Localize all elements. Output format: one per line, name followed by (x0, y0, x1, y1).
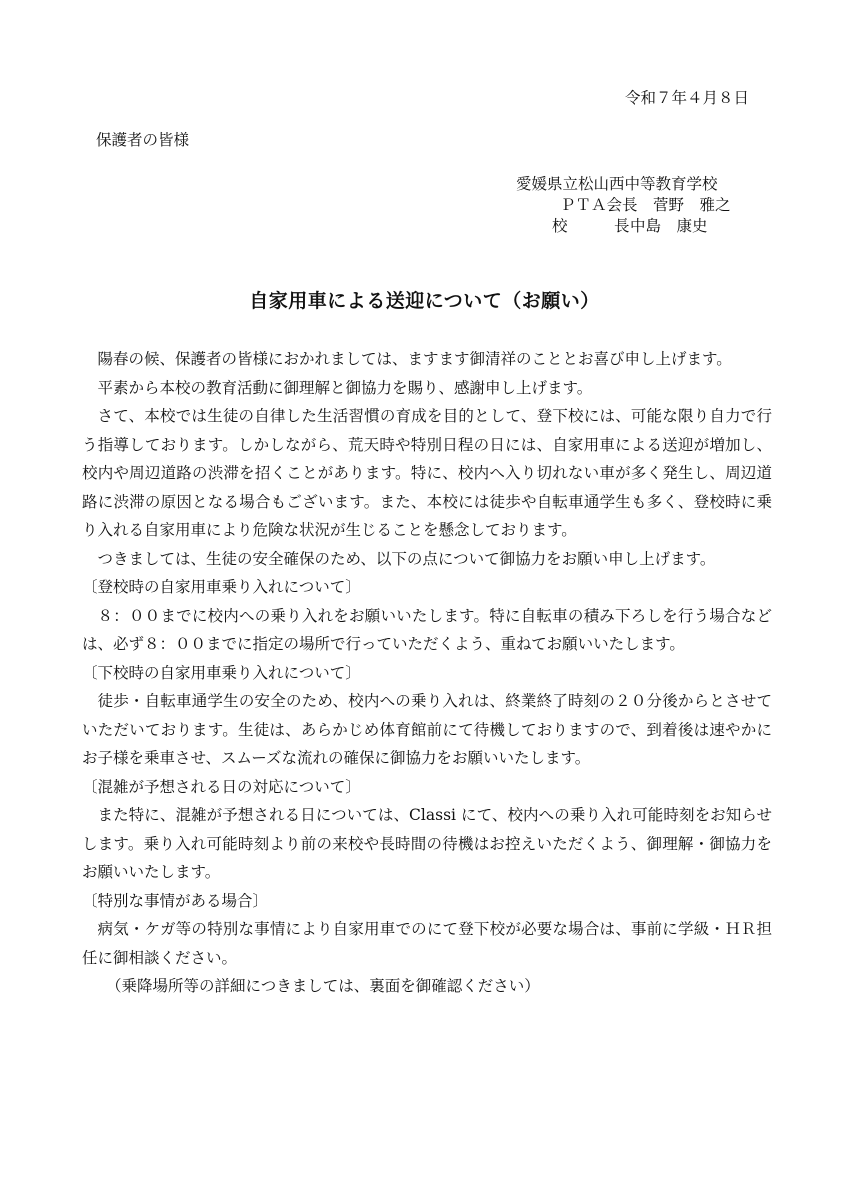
section-text-arrival: ８：００までに校内への乗り入れをお願いいたします。特に自転車の積み下ろしを行う場合などは、必ず８：００までに指定の場所で行っていただくよう、重ねてお願いいたします。 (82, 606, 772, 653)
sender-principal (552, 214, 708, 236)
greeting-paragraph-2: 平素から本校の教育活動に御理解と御協力を賜り、感謝申し上げます。 (97, 378, 593, 397)
section-text-special: 病気・ケガ等の特別な事情により自家用車でのにて登下校が必要な場合は、事前に学級・ＨＲ担任に御相談ください。 (82, 920, 772, 967)
section-heading-congestion: 〔混雑が予想される日の対応について〕 (82, 777, 361, 796)
document-title: 自家用車による送迎について（お願い） (249, 290, 600, 312)
section-heading-special: 〔特別な事情がある場合〕 (82, 891, 269, 910)
principal-role: 校 長 (552, 217, 630, 235)
section-text-departure: 徒歩・自転車通学生の安全のため、校内への乗り入れは、終業終了時刻の２０分後からとさせていただいております。生徒は、あらかじめ体育館前にて待機しておりますので、到着後は速やかにお子様を乗車させ、スムーズな流れの確保に御協力をお願いいたします。 (82, 692, 772, 767)
greeting-paragraph-1: 陽春の候、保護者の皆様におかれましては、ますます御清祥のこととお喜び申し上げます。 (97, 350, 732, 368)
principal-name: 中島 康史 (630, 217, 708, 235)
back-page-note: （乗降場所等の詳細につきましては、裏面を御確認ください） (106, 977, 540, 995)
section-text-congestion: また特に、混雑が予想される日については、Classi にて、校内への乗り入れ可能時刻をお知らせします。乗り入れ可能時刻より前の来校や長時間の待機はお控えいただくよう、御理解・御協力をお願いいたします。 (82, 806, 772, 881)
addressee: 保護者の皆様 (96, 131, 190, 149)
sender-school-name: 愛媛県立松山西中等教育学校 (516, 175, 718, 193)
sender-pta-president (560, 193, 731, 215)
pta-name: 菅野 雅之 (653, 196, 731, 214)
section-heading-departure: 〔下校時の自家用車乗り入れについて〕 (82, 663, 361, 682)
intro-paragraph: さて、本校では生徒の自律した生活習慣の育成を目的として、登下校には、可能な限り自力で行う指導しております。しかしながら、荒天時や特別日程の日には、自家用車による送迎が増加し、校内や周辺道路の渋滞を招くことがあります。特に、校内へ入り切れない車が多く発生し、周辺道路に渋滞の原因となる場合もございます。また、本校には徒歩や自転車通学生も多く、登校時に乗り入れる自家用車により危険な状況が生じることを懸念しております。 (82, 407, 772, 539)
request-paragraph: つきましては、生徒の安全確保のため、以下の点について御協力をお願い申し上げます。 (97, 549, 716, 568)
document-date: 令和７年４月８日 (624, 89, 749, 107)
document-body (82, 345, 772, 1001)
section-heading-arrival: 〔登校時の自家用車乗り入れについて〕 (82, 578, 361, 596)
pta-role: ＰＴＡ会長 (560, 196, 638, 214)
